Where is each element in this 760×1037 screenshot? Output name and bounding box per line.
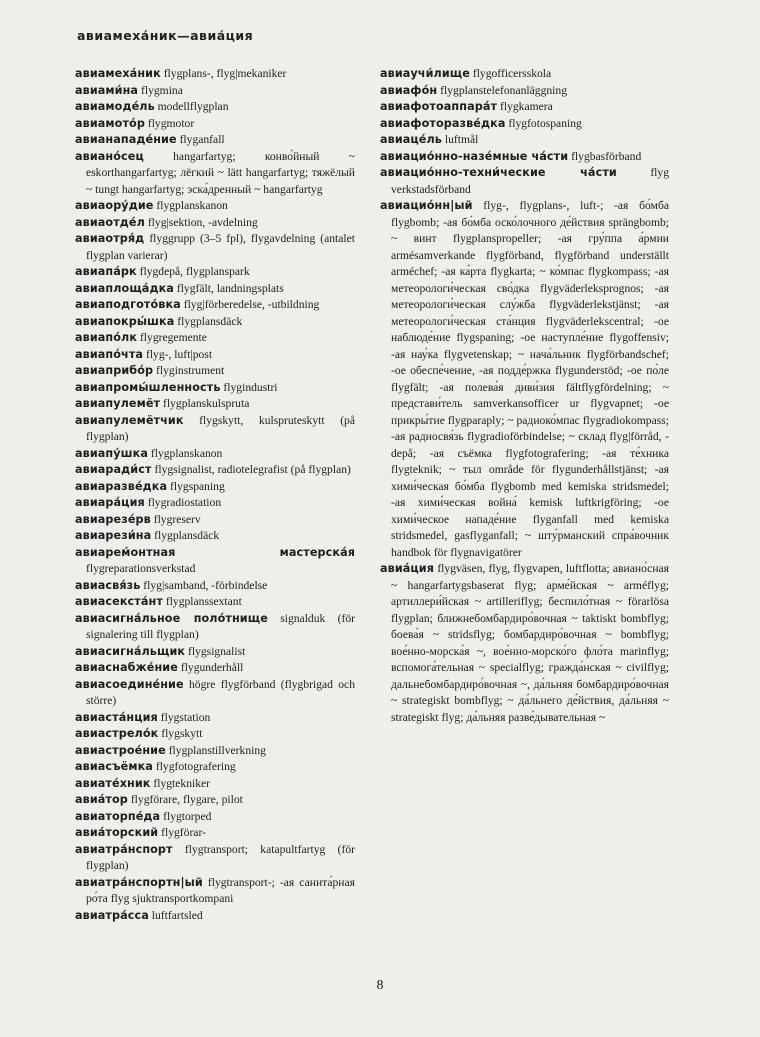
entry-headword: авиамото́р (75, 116, 145, 130)
dictionary-entry (75, 759, 355, 776)
entry-headword: авиатра́нспортн|ый (75, 875, 203, 889)
entry-definition: flygplanstillverkning (168, 743, 266, 757)
entry-headword: авиано́сец (75, 149, 144, 163)
entry-headword: авиаста́нция (75, 710, 158, 724)
dictionary-entry (380, 66, 669, 83)
entry-headword: авиапромы́шленность (75, 380, 221, 394)
dictionary-entry (75, 66, 355, 83)
dictionary-entry (75, 314, 355, 331)
dictionary-entry (75, 594, 355, 611)
entry-definition: flyg|sektion, -avdelning (147, 215, 258, 229)
entry-definition: flyg verkstadsförband (391, 166, 669, 196)
entry-headword: авиасекста́нт (75, 595, 163, 608)
dictionary-entry (75, 99, 355, 116)
dictionary-entry (75, 281, 355, 298)
entry-definition: flygtekniker (153, 776, 211, 790)
dictionary-entry (75, 908, 355, 925)
entry-headword: авиапу́шка (75, 446, 148, 460)
dictionary-entry (75, 726, 355, 743)
dictionary-entry (380, 149, 669, 166)
entry-definition: flygmina (141, 83, 183, 97)
entry-definition: flyg|förberedelse, -utbildning (183, 298, 320, 311)
entry-definition: flyginstrument (156, 364, 225, 377)
entry-headword: авиаору́дие (75, 199, 154, 212)
dictionary-entry (75, 545, 355, 578)
entry-definition: flygstation (160, 710, 211, 724)
entry-headword: авиастрое́ние (75, 743, 166, 757)
entry-headword: авиами́на (75, 83, 139, 97)
entry-definition: flygunderhåll (180, 661, 244, 674)
entry-headword: авиарем́онтная мастерска́я (75, 545, 355, 559)
dictionary-entry (75, 446, 355, 463)
entry-definition: flygförare, flygare, pilot (130, 793, 243, 806)
entry-headword: авиамеха́ник (75, 67, 161, 80)
entry-headword: авиаотря́д (75, 232, 145, 245)
entry-definition: högre flygförband (flygbrigad och större) (86, 677, 355, 707)
left-column (75, 66, 355, 924)
entry-definition: flygregemente (139, 331, 207, 344)
entry-definition: luftfartsled (151, 908, 203, 922)
dictionary-entry (380, 132, 669, 149)
entry-definition: flygsignalist (188, 644, 246, 658)
entry-headword: авиапокры́шка (75, 314, 175, 328)
entry-definition: flygtransport; katapultfartyg (för flygplan) (86, 842, 355, 872)
dictionary-entry (75, 512, 355, 529)
entry-definition: flygtorped (163, 809, 212, 823)
entry-definition: flygkamera (499, 100, 553, 113)
entry-headword: авиаприбо́р (75, 364, 154, 377)
entry-definition: flygsignalist, radiotelegrafist (på flygplan) (154, 463, 351, 476)
entry-definition: flygfotospaning (508, 116, 582, 130)
entry-headword: авиацио́нн|ый (380, 199, 473, 212)
right-column (380, 66, 669, 726)
entry-headword: авиара́ция (75, 496, 145, 509)
dictionary-entry (75, 528, 355, 545)
dictionary-entry (75, 347, 355, 364)
entry-headword: авиацио́нно-техни́ческие ча́сти (380, 166, 617, 179)
entry-headword: авиате́хник (75, 776, 151, 790)
dictionary-entry (380, 116, 669, 133)
entry-headword: авиаплоща́дка (75, 281, 174, 295)
entry-definition: flygplanssextant (165, 595, 242, 608)
entry-definition: flyganfall (179, 133, 225, 146)
entry-definition: flygspaning (170, 479, 225, 493)
entry-headword: авиасвя́зь (75, 578, 141, 592)
entry-headword: авиаради́ст (75, 463, 152, 476)
entry-definition: flygmotor (147, 116, 195, 130)
dictionary-entry (75, 462, 355, 479)
entry-headword: авиасигна́льное поло́тнище (75, 611, 268, 625)
entry-definition: flyg|samband, -förbindelse (143, 578, 268, 592)
entry-headword: авиапулемётчик (75, 413, 184, 427)
dictionary-entry (75, 842, 355, 875)
dictionary-entry (75, 363, 355, 380)
entry-definition: flygskytt, kulspruteskytt (på flygplan) (86, 413, 355, 443)
entry-definition: hangarfartyg; конво́йный ~ eskorthangarfartyg; лёгкий ~ lätt hangarfartyg; тяжёлый ~ tungt hangarfartyg; эска́дренный ~ hangarfartyg (86, 149, 355, 196)
dictionary-entry (75, 792, 355, 809)
entry-headword: авиасъёмка (75, 760, 153, 773)
dictionary-entry (75, 776, 355, 793)
entry-headword: авиа́ция (380, 562, 435, 575)
entry-definition: modellflygplan (157, 100, 229, 113)
entry-definition: flygväsen, flyg, flygvapen, luftflotta; авиано́сная ~ hangarfartygsbaserat flyg; арме́йская ~ arméflyg; артиллери́йская ~ artilleriflyg; беспило́тная ~ förarlösa flygplan; ближнебомбардиро́вочная ~ taktiskt bombflyg; боева́я ~ stridsflyg; бомбардиро́вочная ~ bombflyg; вое́нно-морска́я ~, вое́нно-морско́го фло́та marinflyg; вспомога́тельная ~ specialflyg; гражда́нская ~ civilflyg; дальнебомбардиро́вочная ~, да́льняя бомбардиро́вочная ~ strategiskt bombflyg; ~ да́льнего де́йствия, да́льняя ~ strategiskt flyg; да́льняя разве́дывательная ~ (391, 562, 669, 724)
dictionary-entry (75, 479, 355, 496)
entry-headword: авиафо́н (380, 83, 438, 97)
dictionary-entry (75, 380, 355, 397)
dictionary-entry (75, 264, 355, 281)
dictionary-entry (75, 710, 355, 727)
entry-headword: авиасоедине́ние (75, 677, 184, 691)
dictionary-entry (75, 297, 355, 314)
dictionary-entry (380, 165, 669, 198)
entry-definition: flygplanskanon (150, 446, 223, 460)
entry-headword: авиаснабже́ние (75, 661, 178, 674)
entry-definition: flyg-, luft|post (145, 347, 213, 361)
entry-headword: авиатра́нспорт (75, 842, 173, 856)
dictionary-entry (75, 644, 355, 661)
entry-headword: авиафоторазве́дка (380, 116, 506, 130)
entry-headword: авиаразве́дка (75, 479, 168, 493)
entry-headword: авиаце́ль (380, 133, 442, 146)
entry-definition: flygreparationsverkstad (86, 562, 196, 575)
dictionary-entry (75, 132, 355, 149)
entry-definition: flygtransport-; -ая санита́рная ро́та flyg sjuktransportkompani (86, 875, 355, 905)
entry-definition: flygreserv (153, 512, 201, 526)
entry-headword: авиапо́лк (75, 331, 138, 344)
entry-definition: flygplanstelefonanläggning (440, 83, 567, 97)
entry-headword: авиа́торский (75, 826, 159, 839)
entry-headword: авиа́тор (75, 793, 128, 806)
entry-definition: luftmål (444, 133, 479, 146)
entry-definition: flygförar- (161, 826, 206, 839)
entry-headword: авиаподгото́вка (75, 298, 181, 311)
dictionary-entry (75, 330, 355, 347)
entry-definition: flygplansdäck (177, 314, 243, 328)
entry-definition: flygskytt (161, 727, 203, 740)
entry-headword: авиарези́на (75, 529, 152, 542)
dictionary-entry (75, 809, 355, 826)
dictionary-entry (75, 495, 355, 512)
entry-definition: flygfält, landningsplats (176, 281, 284, 295)
entry-definition: flygofficersskola (472, 67, 552, 80)
dictionary-entry (75, 198, 355, 215)
entry-definition: signalduk (för signalering till flygplan) (86, 611, 355, 641)
entry-headword: авиаотде́л (75, 215, 145, 229)
dictionary-entry (380, 198, 669, 561)
entry-definition: flygplans-, flyg|mekaniker (163, 67, 287, 80)
entry-headword: авиапо́чта (75, 347, 144, 361)
dictionary-entry (75, 413, 355, 446)
entry-headword: авиасигна́льщик (75, 644, 186, 658)
dictionary-entry (75, 578, 355, 595)
entry-headword: авиарезе́рв (75, 512, 151, 526)
entry-definition: flygplanskulspruta (163, 397, 250, 410)
entry-definition: flygradiostation (147, 496, 222, 509)
dictionary-entry (75, 396, 355, 413)
running-header: авиамеха́ник—авиа́ция (77, 28, 254, 43)
dictionary-entry (75, 825, 355, 842)
dictionary-entry (380, 83, 669, 100)
entry-definition: flygbasförband (571, 149, 642, 163)
entry-definition: flygdepå, flygplanspark (139, 265, 250, 278)
entry-headword: авиатра́сса (75, 908, 149, 922)
entry-headword: авианападе́ние (75, 133, 177, 146)
dictionary-entry (75, 116, 355, 133)
entry-headword: авиаучи́лище (380, 67, 470, 80)
entry-definition: flyg-, flygplans-, luft-; -ая бо́мба flygbomb; -ая бо́мба оско́лочного де́йствия sprängbomb; ~ винт flygplanspropeller; -ая гру́ппа а́рмии armésamverkande flygförband, flygförband underställt arméchef; -ая ка́рта flygkarta; ~ ко́мпас flygkompass; -ая метеорологи́ческая сво́дка flygväderleksprognos; -ая метеорологи́ческая слу́жба flygväderlekstjänst; -ая метеорологи́ческая ста́нция flygväderlekscentral; -ое наблюде́ние flygspaning; -ое наступле́ние flygoffensiv; -ая нау́ка flygvetenskap; ~ нача́льник flygförbandschef; -ое обеспе́чение, -ая подде́ржка flygunderstöd; -ое по́ле flygfält; -ая полева́я диви́зия fältflygfördelning; ~ представи́тель samverkansofficer ur flygvapnet; -ое прикры́тие flygparaply; ~ радиоко́мпас flygradiokompass; -ая радиосвя́зь flygradioförbindelse; ~ склад flyg|förråd, -depå; -ая съёмка flygfotografering; -ая те́хника flygteknik; ~ тыл område för flygunderhållstjänst; -ая хими́ческая бо́мба flygbomb med kemiska stridsmedel; -ая хими́ческая война́ kemisk luftkrigföring; -ое хими́ческое нападе́ние flyganfall med kemiska stridsmedel, gasflyganfall; ~ шту́рманский спра́вочник handbok för flygnavigatörer (391, 199, 669, 559)
dictionary-entry (75, 677, 355, 710)
entry-definition: flygplansdäck (154, 529, 220, 542)
entry-definition: flygplanskanon (156, 199, 228, 212)
dictionary-entry (75, 743, 355, 760)
entry-definition: flygfotografering (155, 760, 236, 773)
entry-headword: авиамоде́ль (75, 100, 155, 113)
dictionary-entry (75, 875, 355, 908)
entry-headword: авиафотоаппара́т (380, 100, 498, 113)
entry-headword: авиацио́нно-назе́мные ча́сти (380, 149, 569, 163)
dictionary-entry (75, 149, 355, 199)
entry-headword: авиастрело́к (75, 727, 159, 740)
entry-definition: flyggrupp (3–5 fpl), flygavdelning (antalet flygplan varierar) (86, 232, 355, 262)
dictionary-entry (75, 611, 355, 644)
dictionary-entry (75, 215, 355, 232)
entry-headword: авиапулемёт (75, 397, 161, 410)
dictionary-entry (75, 231, 355, 264)
dictionary-entry (380, 561, 669, 726)
entry-headword: авиаторпе́да (75, 809, 161, 823)
dictionary-entry (75, 660, 355, 677)
entry-definition: flygindustri (223, 380, 278, 394)
page-number: 8 (376, 978, 384, 993)
entry-headword: авиапа́рк (75, 265, 137, 278)
dictionary-entry (75, 83, 355, 100)
dictionary-entry (380, 99, 669, 116)
